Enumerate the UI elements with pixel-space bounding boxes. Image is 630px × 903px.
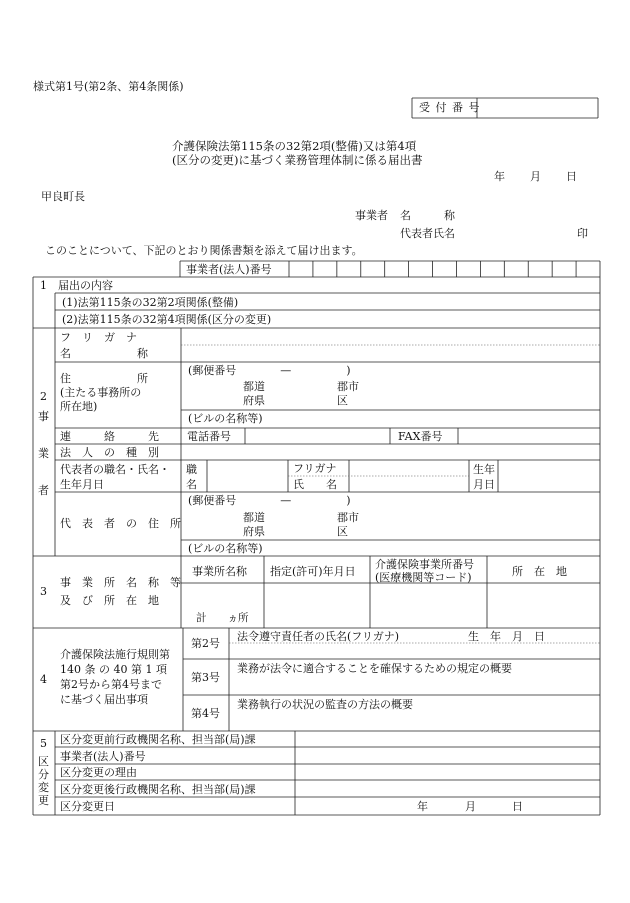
city-2: 区 — [337, 394, 348, 407]
rep-address-label: 代 表 者 の 住 所 — [60, 517, 181, 530]
seal-mark: 印 — [577, 227, 588, 240]
birth-label-2: 月日 — [473, 478, 495, 491]
change-date-day: 日 — [512, 800, 523, 813]
date-day: 日 — [566, 170, 577, 183]
building-name[interactable]: (ビルの名称等) — [188, 412, 263, 425]
prev-agency-label: 区分変更前行政機関名称、担当部(局)課 — [60, 733, 256, 746]
tel-label: 電話番号 — [187, 430, 231, 443]
section-4-label-3: 第2号から第4号まで — [60, 678, 162, 691]
date-month: 月 — [530, 170, 541, 183]
rep-prefecture-2: 府県 — [243, 525, 265, 538]
fax-field[interactable] — [460, 430, 598, 443]
birth-label-1: 生年 — [473, 463, 495, 476]
next-agency-label: 区分変更後行政機関名称、担当部(局)課 — [60, 783, 256, 796]
section-2-number: 2 — [40, 390, 47, 403]
city-1: 郡市 — [337, 380, 359, 393]
birth-date-field[interactable] — [500, 462, 598, 491]
office-total: 計 ヵ所 — [196, 612, 249, 624]
prefecture-1: 都道 — [243, 380, 265, 393]
section-1-title: 届出の内容 — [58, 279, 113, 292]
corp-number-row-field[interactable] — [297, 749, 598, 763]
compliance-officer-label: 法令遵守責任者の氏名(フリガナ) — [237, 630, 400, 643]
section-5-side-1: 区 — [38, 755, 49, 768]
furigana-label: フ リ ガ ナ — [60, 331, 137, 344]
fax-label: FAX番号 — [398, 430, 443, 443]
contact-label: 連 絡 先 — [60, 430, 159, 443]
tel-field[interactable] — [247, 430, 388, 443]
section-4-label-2: 140 条 の 40 第 1 項 — [60, 663, 167, 676]
rep-info-label-2: 生年月日 — [60, 478, 104, 491]
section-5-side-2: 分 — [38, 768, 49, 781]
next-agency-field[interactable] — [297, 782, 598, 796]
section-3-number: 3 — [40, 585, 47, 598]
rep-building-name[interactable]: (ビルの名称等) — [188, 542, 263, 555]
item-2-label: 第2号 — [191, 637, 220, 650]
applicant-label: 事業者 — [355, 209, 388, 222]
item-3-text: 業務が法令に適合することを確保するための規定の概要 — [237, 662, 512, 675]
compliance-officer-field[interactable] — [231, 645, 598, 658]
receipt-label: 受 付 番 号 — [419, 101, 481, 114]
office-name-field[interactable] — [183, 585, 263, 611]
corp-type-label: 法 人 の 種 別 — [60, 446, 159, 459]
section-5-side-3: 変 — [38, 781, 49, 794]
section-2-side-3: 者 — [38, 484, 49, 497]
change-date-label: 区分変更日 — [60, 800, 115, 813]
section-1-number: 1 — [40, 279, 47, 292]
col-designation-date: 指定(許可)年月日 — [270, 565, 356, 578]
section-5-number: 5 — [40, 737, 47, 750]
applicant-name-label: 名 称 — [400, 209, 455, 222]
address-label-3: 所在地) — [60, 400, 98, 413]
section-5-side-4: 更 — [38, 794, 49, 807]
rep-name-field[interactable] — [351, 462, 467, 491]
prev-agency-field[interactable] — [297, 733, 598, 746]
section-4-label-4: に基づく届出事項 — [60, 693, 148, 706]
title-line-2: (区分の変更)に基づく業務管理体制に係る届出書 — [172, 153, 423, 167]
section-3-label-1: 事 業 所 名 称 等 — [60, 576, 181, 589]
form-number: 様式第1号(第2条、第4条関係) — [33, 80, 184, 93]
receipt-number-field[interactable] — [479, 100, 596, 116]
office-number-field[interactable] — [372, 585, 485, 626]
change-date-year: 年 — [417, 800, 428, 813]
job-title-label-1: 職 — [186, 463, 197, 476]
prefecture-2: 府県 — [243, 394, 265, 407]
date-year: 年 — [494, 170, 505, 183]
rep-postal-code[interactable]: (郵便番号 — ) — [188, 494, 351, 507]
rep-prefecture-1: 都道 — [243, 511, 265, 524]
address-label-1: 住 所 — [60, 372, 148, 385]
corp-name-field[interactable] — [183, 347, 598, 361]
rep-city-2: 区 — [337, 525, 348, 538]
section-2-side-2: 業 — [38, 447, 49, 460]
option-2-label[interactable]: (2)法第115条の32第4項関係(区分の変更) — [62, 313, 272, 326]
col-office-number-1: 介護保険事業所番号 — [375, 558, 474, 571]
location-field[interactable] — [489, 585, 598, 626]
rep-info-label-1: 代表者の職名・氏名・ — [60, 463, 170, 476]
section-3-label-2: 及 び 所 在 地 — [60, 594, 159, 607]
section-2-side-1: 事 — [38, 410, 49, 423]
change-reason-field[interactable] — [297, 766, 598, 779]
designation-date-field[interactable] — [266, 585, 368, 626]
address-label-2: (主たる事務所の — [60, 386, 142, 399]
item-3-label: 第3号 — [191, 671, 220, 684]
corp-number-label: 事業者(法人)番号 — [186, 263, 272, 276]
col-office-number-2: (医療機関等コード) — [375, 571, 472, 584]
section-4-number: 4 — [40, 673, 47, 686]
corp-number-row-label: 事業者(法人)番号 — [60, 750, 146, 763]
addressee: 甲良町長 — [41, 190, 85, 203]
item-4-text: 業務執行の状況の監査の方法の概要 — [237, 698, 413, 711]
change-reason-label: 区分変更の理由 — [60, 766, 137, 779]
job-title-label-2: 名 — [186, 478, 197, 491]
rep-city-1: 郡市 — [337, 511, 359, 524]
change-date-month: 月 — [465, 800, 476, 813]
item-4-label: 第4号 — [191, 707, 220, 720]
option-1-label[interactable]: (1)法第115条の32第2項関係(整備) — [62, 296, 239, 309]
col-office-name: 事業所名称 — [192, 565, 247, 578]
representative-name-label: 代表者氏名 — [400, 227, 455, 240]
postal-code[interactable]: (郵便番号 — ) — [188, 364, 351, 377]
rep-furigana-label: フリガナ — [293, 462, 337, 475]
job-title-field[interactable] — [209, 462, 286, 491]
rep-name-label: 氏 名 — [293, 478, 337, 491]
section-4-label-1: 介護保険法施行規則第 — [60, 648, 170, 661]
compliance-birth-label: 生 年 月 日 — [468, 630, 545, 643]
col-location: 所 在 地 — [512, 565, 567, 578]
corp-name-label: 名 称 — [60, 347, 148, 360]
title-line-1: 介護保険法第115条の32第2項(整備)又は第4項 — [172, 139, 417, 153]
furigana-field[interactable] — [183, 331, 598, 344]
intro-text: このことについて、下記のとおり関係書類を添えて届け出ます。 — [45, 244, 363, 257]
corp-type-field[interactable] — [183, 446, 598, 459]
